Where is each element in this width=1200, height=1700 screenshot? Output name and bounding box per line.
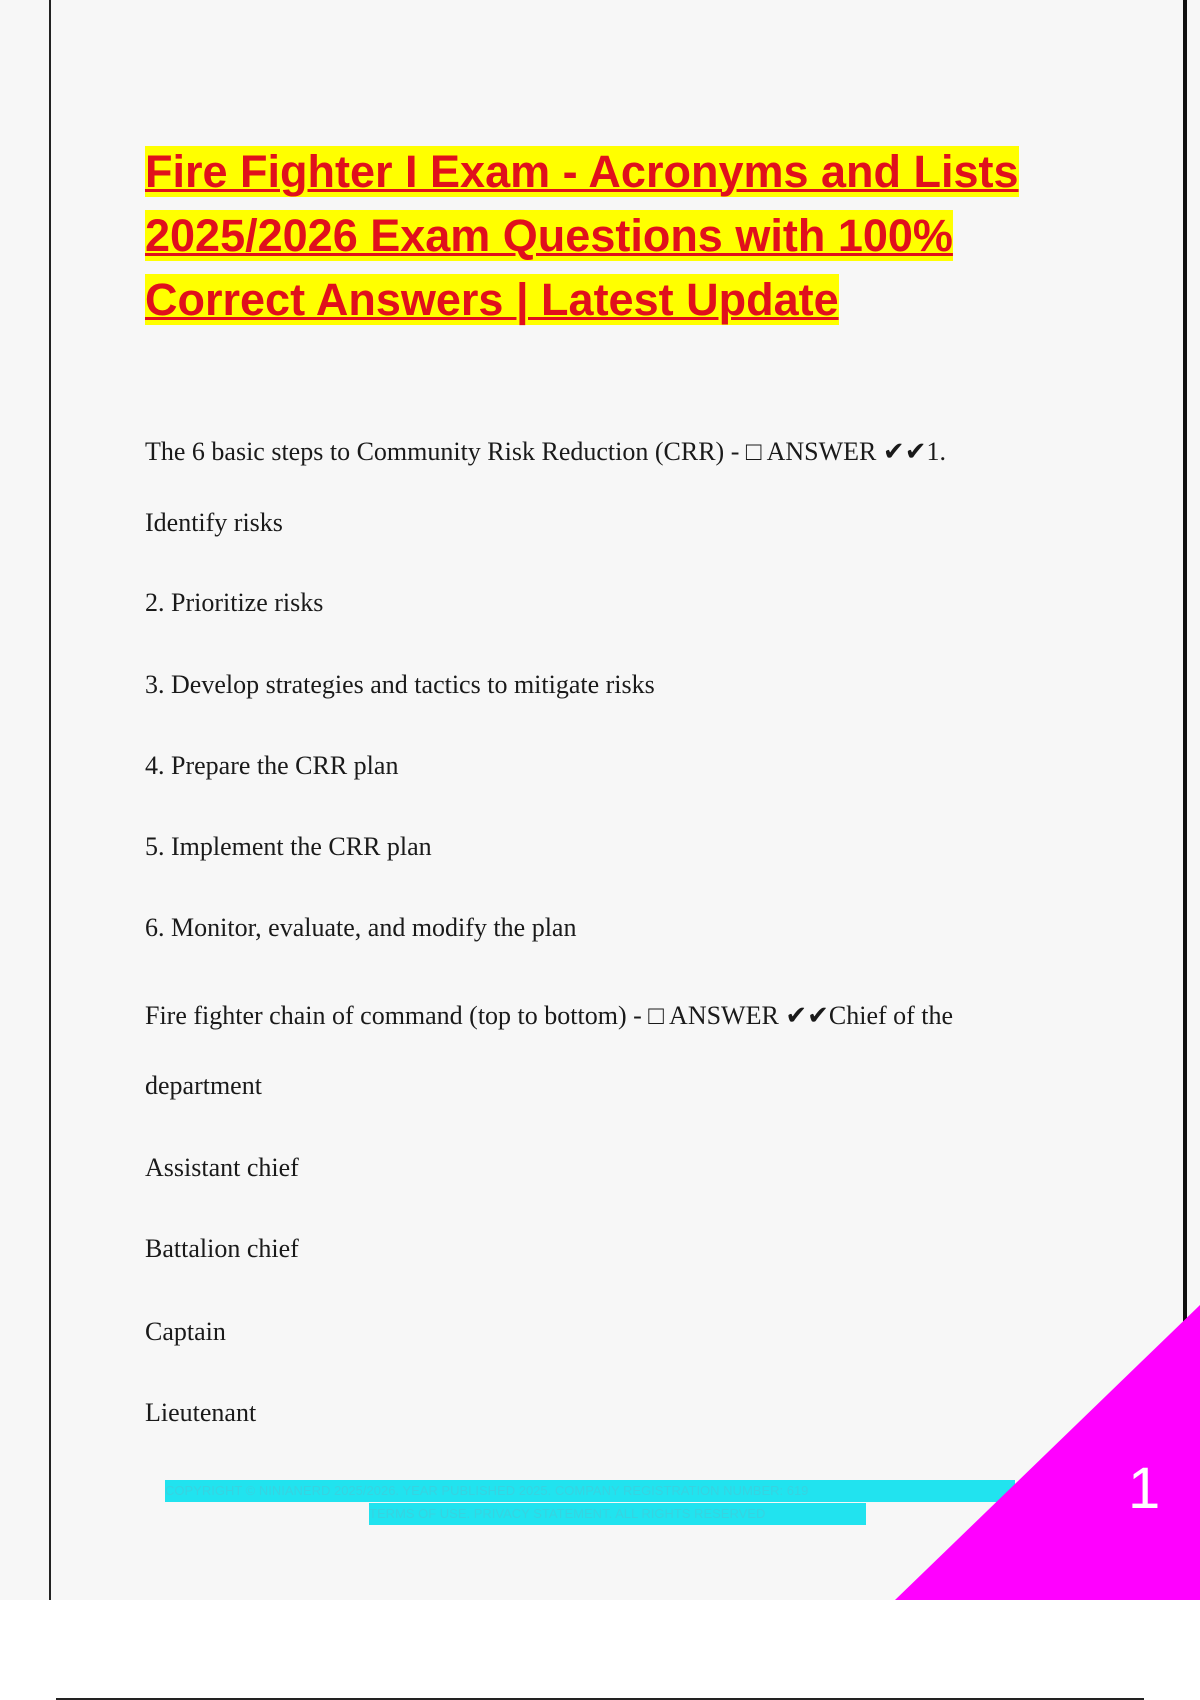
title-line-1: Fire Fighter I Exam - Acronyms and Lists bbox=[145, 146, 1019, 197]
question-1-continuation: Identify risks bbox=[145, 508, 283, 537]
answer-item-4: 4. Prepare the CRR plan bbox=[145, 751, 399, 780]
question-2-text: Fire fighter chain of command (top to bottom) - □ ANSWER ✔✔Chief of the bbox=[145, 1001, 954, 1030]
answer-item-3: 3. Develop strategies and tactics to mitigate risks bbox=[145, 670, 655, 699]
page-number: 1 bbox=[1128, 1456, 1161, 1521]
answer-item-6: 6. Monitor, evaluate, and modify the plan bbox=[145, 913, 577, 942]
chain-item-lieutenant: Lieutenant bbox=[145, 1398, 257, 1427]
chain-item-captain: Captain bbox=[145, 1317, 226, 1346]
answer-item-5: 5. Implement the CRR plan bbox=[145, 832, 432, 861]
answer-item-2: 2. Prioritize risks bbox=[145, 588, 324, 617]
chain-item-battalion-chief: Battalion chief bbox=[145, 1234, 299, 1263]
title-line-2: 2025/2026 Exam Questions with 100% bbox=[145, 210, 953, 261]
title-line-3: Correct Answers | Latest Update bbox=[145, 274, 839, 325]
copyright-footer: COPYRIGHT © NINIANERD 2025/2026. YEAR PUBLISHED 2025. COMPANY REGISTRATION NUMBER: 619 bbox=[165, 1480, 1015, 1502]
terms-footer: TERMS OF USE. PRIVACY STATEMENT. ALL RIGHTS RESERVED bbox=[369, 1503, 866, 1525]
corner-triangle-decoration bbox=[895, 1305, 1200, 1600]
question-2-continuation: department bbox=[145, 1071, 262, 1100]
question-1-text: The 6 basic steps to Community Risk Reduction (CRR) - □ ANSWER ✔✔1. bbox=[145, 437, 946, 466]
chain-item-assistant-chief: Assistant chief bbox=[145, 1153, 299, 1182]
page-left-border bbox=[49, 0, 51, 1600]
document-title bbox=[145, 140, 1145, 332]
